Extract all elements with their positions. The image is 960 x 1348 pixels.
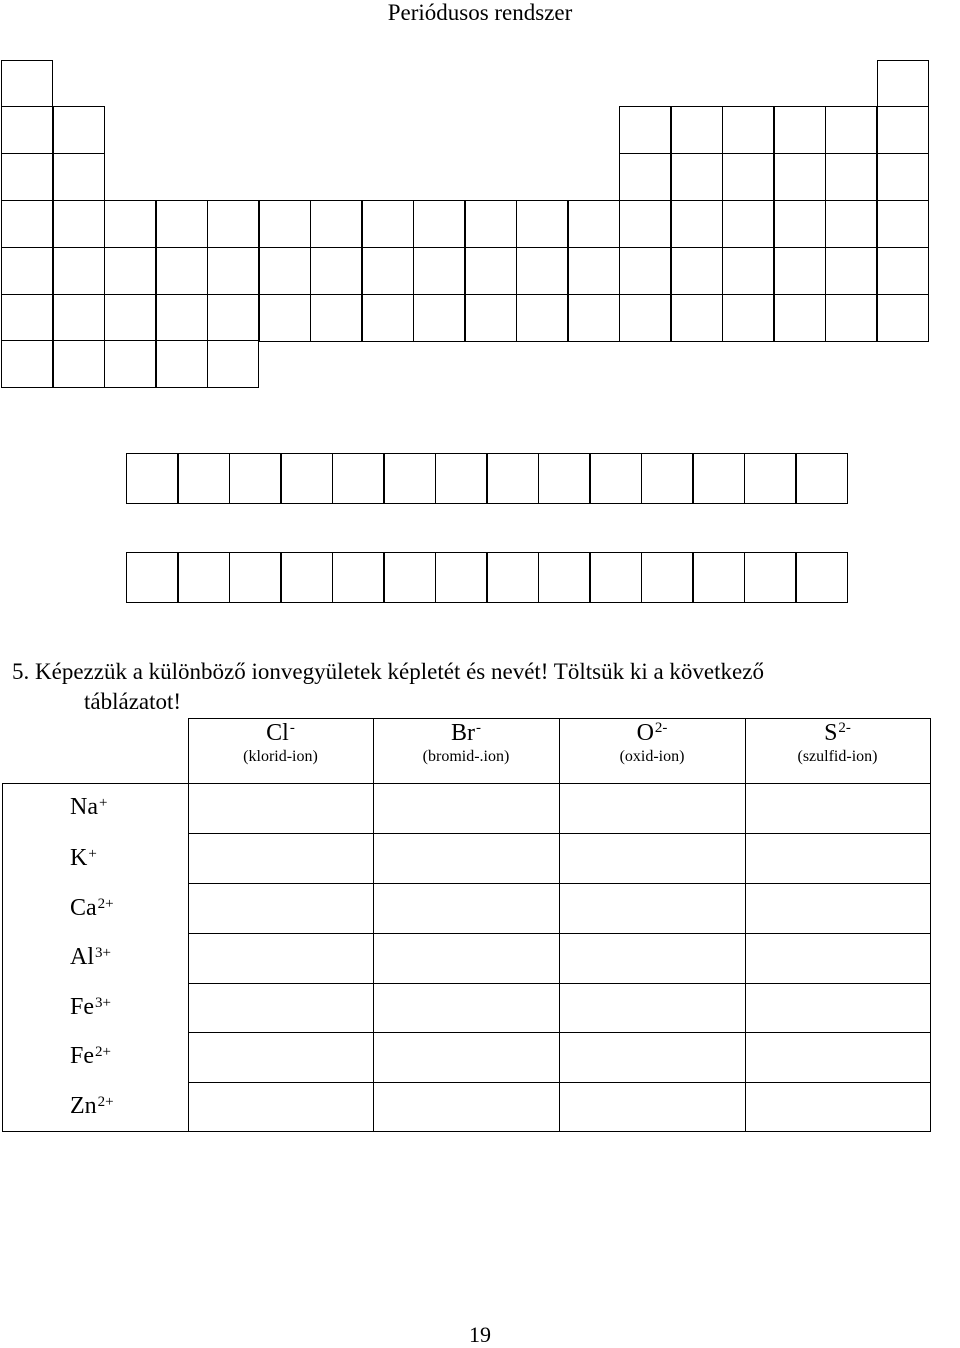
answer-cell[interactable] — [189, 934, 373, 983]
f-block-cell — [744, 453, 796, 504]
cation-label-potassium: K+ — [70, 845, 97, 871]
cation-label-calcium: $Ca^{2+}$ — [70, 895, 114, 921]
periodic-table-cell — [671, 106, 723, 154]
f-block-cell — [384, 552, 436, 603]
periodic-table-cell — [619, 106, 671, 154]
periodic-table-cell — [877, 200, 929, 248]
periodic-table-cell — [1, 294, 53, 342]
answer-cell[interactable] — [189, 784, 373, 833]
periodic-table-cell — [207, 294, 259, 342]
periodic-table-cell — [465, 200, 517, 248]
periodic-table-cell — [774, 106, 826, 154]
answer-cell[interactable] — [189, 834, 373, 883]
f-block-cell — [744, 552, 796, 603]
answer-cell[interactable] — [560, 884, 745, 933]
anion-header-oxide: $O^{2-}$ (oxid-ion) — [619, 720, 685, 765]
table-grid-line — [930, 718, 931, 1132]
periodic-table-cell — [53, 106, 105, 154]
answer-cell[interactable] — [560, 1083, 745, 1130]
periodic-table-cell — [877, 153, 929, 201]
answer-cell[interactable] — [560, 984, 745, 1032]
answer-cell[interactable] — [189, 984, 373, 1032]
periodic-table-cell — [722, 247, 774, 295]
periodic-table-cell — [53, 340, 105, 388]
cation-label-zinc: $Zn^{2+}$ — [70, 1093, 114, 1119]
periodic-table-cell — [259, 247, 311, 295]
f-block-cell — [281, 453, 333, 504]
f-block-cell — [126, 552, 178, 603]
periodic-table-cell — [774, 200, 826, 248]
periodic-table-cell — [259, 200, 311, 248]
periodic-table-cell — [53, 153, 105, 201]
answer-cell[interactable] — [746, 784, 930, 833]
periodic-table-cell — [774, 153, 826, 201]
f-block-cell — [590, 552, 642, 603]
answer-cell[interactable] — [374, 884, 559, 933]
periodic-table-cell — [104, 247, 156, 295]
periodic-table-cell — [362, 200, 414, 248]
periodic-table-cell — [156, 200, 208, 248]
periodic-table-cell — [619, 200, 671, 248]
task-instructions — [12, 657, 960, 717]
f-block-cell — [538, 453, 590, 504]
periodic-table-cell — [619, 247, 671, 295]
periodic-table-cell — [104, 294, 156, 342]
periodic-table-cell — [1, 340, 53, 388]
page-number: 19 — [469, 1322, 491, 1347]
periodic-table-cell — [362, 247, 414, 295]
f-block-cell — [178, 453, 230, 504]
periodic-table-cell — [1, 60, 53, 108]
periodic-table-cell — [1, 106, 53, 154]
answer-cell[interactable] — [746, 1083, 930, 1130]
periodic-table-cell — [362, 294, 414, 342]
periodic-table-cell — [671, 294, 723, 342]
periodic-table-cell — [568, 294, 620, 342]
f-block-cell — [796, 453, 848, 504]
periodic-table-cell — [825, 153, 877, 201]
table-grid-line — [2, 1131, 931, 1132]
periodic-table-cell — [53, 247, 105, 295]
periodic-table-cell — [413, 294, 465, 342]
periodic-table-cell — [413, 200, 465, 248]
f-block-cell — [487, 453, 539, 504]
answer-cell[interactable] — [374, 784, 559, 833]
periodic-table-cell — [1, 153, 53, 201]
periodic-table-cell — [207, 200, 259, 248]
answer-cell[interactable] — [374, 1083, 559, 1130]
periodic-table-cell — [671, 200, 723, 248]
f-block-cell — [332, 453, 384, 504]
task-line-1: 5. Képezzük a különböző ionvegyületek képletét és nevét! Töltsük ki a következő — [12, 659, 764, 684]
periodic-table-cell — [413, 247, 465, 295]
anion-header-chloride: Cl- (klorid-ion) — [243, 720, 318, 765]
periodic-table-cell — [722, 294, 774, 342]
f-block-cell — [229, 453, 281, 504]
periodic-table-cell — [619, 153, 671, 201]
periodic-table-cell — [104, 200, 156, 248]
periodic-table-cell — [568, 247, 620, 295]
answer-cell[interactable] — [746, 1033, 930, 1082]
f-block-cell — [641, 552, 693, 603]
periodic-table-cell — [671, 247, 723, 295]
answer-cell[interactable] — [374, 1033, 559, 1082]
f-block-cell — [435, 552, 487, 603]
periodic-table-cell — [104, 340, 156, 388]
periodic-table-cell — [465, 294, 517, 342]
task-line-2: táblázatot! — [84, 689, 182, 714]
f-block-cell — [693, 453, 745, 504]
periodic-table-cell — [774, 294, 826, 342]
f-block-cell — [332, 552, 384, 603]
periodic-table-cell — [207, 247, 259, 295]
f-block-cell — [487, 552, 539, 603]
cation-label-aluminium: $Al^{3+}$ — [70, 944, 111, 970]
f-block-cell — [384, 453, 436, 504]
anion-header-sulfide: $S^{2-}$ (szulfid-ion) — [797, 720, 878, 765]
periodic-table-cell — [568, 200, 620, 248]
periodic-table-cell — [516, 294, 568, 342]
f-block-cell — [641, 453, 693, 504]
answer-cell[interactable] — [374, 984, 559, 1032]
answer-cell[interactable] — [189, 884, 373, 933]
answer-cell[interactable] — [374, 934, 559, 983]
f-block-cell — [796, 552, 848, 603]
periodic-table-cell — [722, 200, 774, 248]
f-block-cell — [178, 552, 230, 603]
periodic-table-cell — [722, 153, 774, 201]
periodic-table-cell — [1, 200, 53, 248]
page-title: Periódusos rendszer — [387, 0, 573, 25]
answer-cell[interactable] — [746, 884, 930, 933]
f-block-cell — [281, 552, 333, 603]
f-block-cell — [229, 552, 281, 603]
periodic-table-cell — [516, 200, 568, 248]
periodic-table-cell — [259, 294, 311, 342]
cation-label-iron-ii: $Fe^{2+}$ — [70, 1043, 111, 1069]
periodic-table-cell — [877, 294, 929, 342]
f-block-cell — [693, 552, 745, 603]
answer-cell[interactable] — [746, 834, 930, 883]
periodic-table-cell — [619, 294, 671, 342]
periodic-table-cell — [310, 294, 362, 342]
answer-cell[interactable] — [189, 1083, 373, 1130]
periodic-table-cell — [877, 247, 929, 295]
table-grid-line — [2, 783, 3, 1132]
f-block-cell — [538, 552, 590, 603]
periodic-table-cell — [774, 247, 826, 295]
answer-cell[interactable] — [560, 834, 745, 883]
periodic-table-cell — [825, 200, 877, 248]
answer-cell[interactable] — [560, 1033, 745, 1082]
f-block-cell — [435, 453, 487, 504]
periodic-table-cell — [310, 247, 362, 295]
periodic-table-cell — [825, 247, 877, 295]
periodic-table-cell — [156, 294, 208, 342]
answer-cell[interactable] — [746, 934, 930, 983]
answer-cell[interactable] — [189, 1033, 373, 1082]
periodic-table-cell — [156, 247, 208, 295]
periodic-table-cell — [671, 153, 723, 201]
periodic-table-cell — [207, 340, 259, 388]
periodic-table-cell — [53, 294, 105, 342]
periodic-table-cell — [877, 106, 929, 154]
cation-label-sodium: Na+ — [70, 794, 108, 820]
periodic-table-cell — [825, 294, 877, 342]
answer-cell[interactable] — [560, 934, 745, 983]
periodic-table-cell — [1, 247, 53, 295]
periodic-table-cell — [310, 200, 362, 248]
periodic-table-cell — [465, 247, 517, 295]
anion-header-bromide: Br- (bromid-.ion) — [422, 720, 510, 765]
answer-cell[interactable] — [560, 784, 745, 833]
answer-cell[interactable] — [374, 834, 559, 883]
f-block-cell — [590, 453, 642, 504]
f-block-cell — [126, 453, 178, 504]
periodic-table-cell — [156, 340, 208, 388]
periodic-table-cell — [722, 106, 774, 154]
periodic-table-cell — [825, 106, 877, 154]
answer-cell[interactable] — [746, 984, 930, 1032]
cation-label-iron-iii: $Fe^{3+}$ — [70, 994, 111, 1020]
periodic-table-cell — [53, 200, 105, 248]
periodic-table-cell — [516, 247, 568, 295]
periodic-table-cell — [877, 60, 929, 108]
